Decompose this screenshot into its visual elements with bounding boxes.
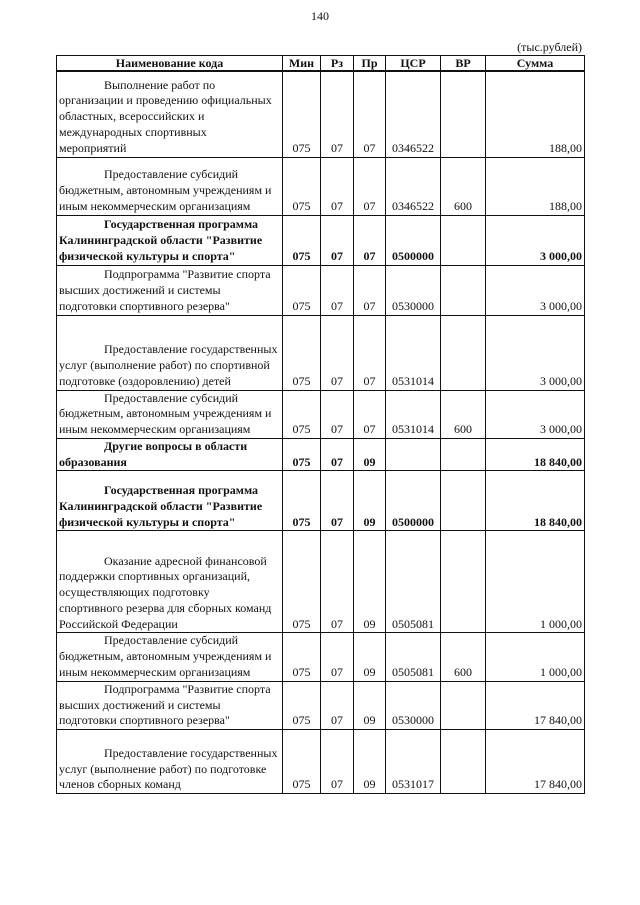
row-pr-cell: 07	[354, 315, 386, 390]
row-vr-cell	[441, 438, 486, 471]
row-vr-cell	[441, 215, 486, 265]
table-row	[57, 157, 585, 215]
units-label: (тыс.рублей)	[517, 40, 582, 54]
row-name-cell	[57, 157, 283, 215]
row-name-cell	[57, 681, 283, 729]
row-name-cell	[57, 471, 283, 531]
row-pr-cell: 09	[354, 633, 386, 681]
row-rz-cell: 07	[321, 471, 354, 531]
row-sum-cell: 3 000,00	[486, 215, 585, 265]
row-min-cell: 075	[283, 681, 321, 729]
row-name-line: Предоставление субсидий	[104, 167, 239, 182]
row-sum-cell: 3 000,00	[486, 265, 585, 315]
row-name-line: международных спортивных	[59, 124, 207, 139]
row-name-line: Предоставление государственных	[104, 745, 278, 760]
row-name-line: Предоставление субсидий	[104, 633, 239, 648]
row-name-line: бюджетным, автономным учреждениям и	[59, 649, 272, 664]
row-vr-cell: 600	[441, 633, 486, 681]
row-name-line: иным некоммерческим организациям	[59, 422, 251, 437]
table-row	[57, 315, 585, 390]
row-name-line: поддержки спортивных организаций,	[59, 569, 250, 584]
row-min-cell: 075	[283, 215, 321, 265]
row-name-line: подготовке (оздоровлению) детей	[59, 373, 231, 388]
row-csr-cell: 0500000	[386, 471, 441, 531]
row-name-line: организации и проведению официальных	[59, 93, 272, 108]
row-sum-cell: 3 000,00	[486, 390, 585, 438]
page-number: 140	[311, 9, 329, 23]
row-min-cell: 075	[283, 315, 321, 390]
row-name-line: физической культуры и спорта"	[59, 514, 236, 529]
header-sum: Сумма	[486, 56, 585, 72]
row-name-line: услуг (выполнение работ) по подготовке	[59, 761, 267, 776]
row-name-cell	[57, 265, 283, 315]
row-sum-cell: 18 840,00	[486, 471, 585, 531]
row-name-line: Предоставление субсидий	[104, 390, 239, 405]
row-pr-cell: 07	[354, 215, 386, 265]
table-row	[57, 215, 585, 265]
row-name-cell	[57, 315, 283, 390]
row-csr-cell: 0505081	[386, 633, 441, 681]
table-row	[57, 390, 585, 438]
row-csr-cell: 0530000	[386, 265, 441, 315]
row-name-line: иным некоммерческим организациям	[59, 198, 251, 213]
row-name-line: осуществляющих подготовку	[59, 585, 210, 600]
table-row	[57, 531, 585, 633]
row-rz-cell: 07	[321, 531, 354, 633]
row-name-line: Калининградской области "Развитие	[59, 232, 263, 247]
row-rz-cell: 07	[321, 730, 354, 794]
row-sum-cell: 1 000,00	[486, 633, 585, 681]
row-name-line: иным некоммерческим организациям	[59, 665, 251, 680]
row-sum-cell: 188,00	[486, 71, 585, 157]
row-pr-cell: 09	[354, 681, 386, 729]
row-rz-cell: 07	[321, 681, 354, 729]
row-name-cell	[57, 215, 283, 265]
row-vr-cell	[441, 315, 486, 390]
row-vr-cell	[441, 730, 486, 794]
row-name-line: бюджетным, автономным учреждениям и	[59, 406, 272, 421]
row-pr-cell: 09	[354, 438, 386, 471]
row-name-line: высших достижений и системы	[59, 282, 221, 297]
row-rz-cell: 07	[321, 315, 354, 390]
row-vr-cell	[441, 265, 486, 315]
table-row	[57, 71, 585, 157]
row-name-line: Подпрограмма "Развитие спорта	[104, 267, 271, 282]
row-name-line: Выполнение работ по	[104, 77, 216, 92]
row-csr-cell: 0531017	[386, 730, 441, 794]
row-name-cell	[57, 438, 283, 471]
table-row	[57, 471, 585, 531]
row-name-line: Подпрограмма "Развитие спорта	[104, 681, 271, 696]
row-name-line: образования	[59, 454, 127, 469]
row-min-cell: 075	[283, 730, 321, 794]
row-name-cell	[57, 730, 283, 794]
row-min-cell: 075	[283, 531, 321, 633]
row-min-cell: 075	[283, 438, 321, 471]
row-name-cell	[57, 71, 283, 157]
row-pr-cell: 09	[354, 471, 386, 531]
header-rz: Рз	[321, 56, 354, 72]
row-name-line: Государственная программа	[104, 483, 259, 498]
row-name-cell	[57, 390, 283, 438]
row-name-line: Предоставление государственных	[104, 342, 278, 357]
row-sum-cell: 18 840,00	[486, 438, 585, 471]
row-rz-cell: 07	[321, 71, 354, 157]
row-name-cell	[57, 531, 283, 633]
row-pr-cell: 07	[354, 157, 386, 215]
table-row	[57, 681, 585, 729]
row-sum-cell: 188,00	[486, 157, 585, 215]
row-name-line: Оказание адресной финансовой	[104, 553, 267, 568]
row-name-line: физической культуры и спорта"	[59, 248, 236, 263]
row-rz-cell: 07	[321, 215, 354, 265]
row-name-line: бюджетным, автономным учреждениям и	[59, 182, 272, 197]
row-csr-cell: 0531014	[386, 390, 441, 438]
row-min-cell: 075	[283, 633, 321, 681]
row-min-cell: 075	[283, 71, 321, 157]
row-min-cell: 075	[283, 157, 321, 215]
table-row	[57, 633, 585, 681]
row-csr-cell: 0346522	[386, 71, 441, 157]
row-name-line: Государственная программа	[104, 217, 259, 232]
row-name-line: Калининградской области "Развитие	[59, 498, 263, 513]
row-sum-cell: 17 840,00	[486, 681, 585, 729]
row-name-line: мероприятий	[59, 140, 127, 155]
row-sum-cell: 1 000,00	[486, 531, 585, 633]
row-rz-cell: 07	[321, 633, 354, 681]
row-rz-cell: 07	[321, 390, 354, 438]
row-pr-cell: 07	[354, 71, 386, 157]
row-pr-cell: 07	[354, 265, 386, 315]
row-name-line: членов сборных команд	[59, 777, 181, 792]
table-header-row	[57, 56, 585, 72]
row-pr-cell: 09	[354, 730, 386, 794]
row-vr-cell	[441, 471, 486, 531]
row-pr-cell: 09	[354, 531, 386, 633]
header-pr: Пр	[354, 56, 386, 72]
row-csr-cell: 0346522	[386, 157, 441, 215]
budget-table	[56, 55, 585, 794]
row-vr-cell	[441, 681, 486, 729]
table-row	[57, 265, 585, 315]
row-csr-cell: 0500000	[386, 215, 441, 265]
header-vr: ВР	[441, 56, 486, 72]
table-row	[57, 438, 585, 471]
row-sum-cell: 17 840,00	[486, 730, 585, 794]
row-csr-cell	[386, 438, 441, 471]
table-body	[57, 71, 585, 794]
row-rz-cell: 07	[321, 157, 354, 215]
row-name-line: услуг (выполнение работ) по спортивной	[59, 357, 270, 372]
row-min-cell: 075	[283, 471, 321, 531]
row-name-cell	[57, 633, 283, 681]
table-row	[57, 730, 585, 794]
row-name-line: областных, всероссийских и	[59, 109, 205, 124]
row-sum-cell: 3 000,00	[486, 315, 585, 390]
row-vr-cell	[441, 531, 486, 633]
header-csr: ЦСР	[386, 56, 441, 72]
row-name-line: подготовки спортивного резерва"	[59, 298, 230, 313]
row-csr-cell: 0530000	[386, 681, 441, 729]
row-vr-cell: 600	[441, 390, 486, 438]
header-name: Наименование кода	[57, 56, 283, 72]
row-rz-cell: 07	[321, 438, 354, 471]
row-min-cell: 075	[283, 265, 321, 315]
row-name-line: спортивного резерва для сборных команд	[59, 600, 272, 615]
row-vr-cell	[441, 71, 486, 157]
row-csr-cell: 0531014	[386, 315, 441, 390]
row-min-cell: 075	[283, 390, 321, 438]
row-name-line: высших достижений и системы	[59, 697, 221, 712]
header-min: Мин	[283, 56, 321, 72]
row-pr-cell: 07	[354, 390, 386, 438]
row-name-line: Российской Федерации	[59, 616, 178, 631]
row-name-line: Другие вопросы в области	[104, 438, 248, 453]
row-name-line: подготовки спортивного резерва"	[59, 713, 230, 728]
row-csr-cell: 0505081	[386, 531, 441, 633]
row-rz-cell: 07	[321, 265, 354, 315]
row-vr-cell: 600	[441, 157, 486, 215]
